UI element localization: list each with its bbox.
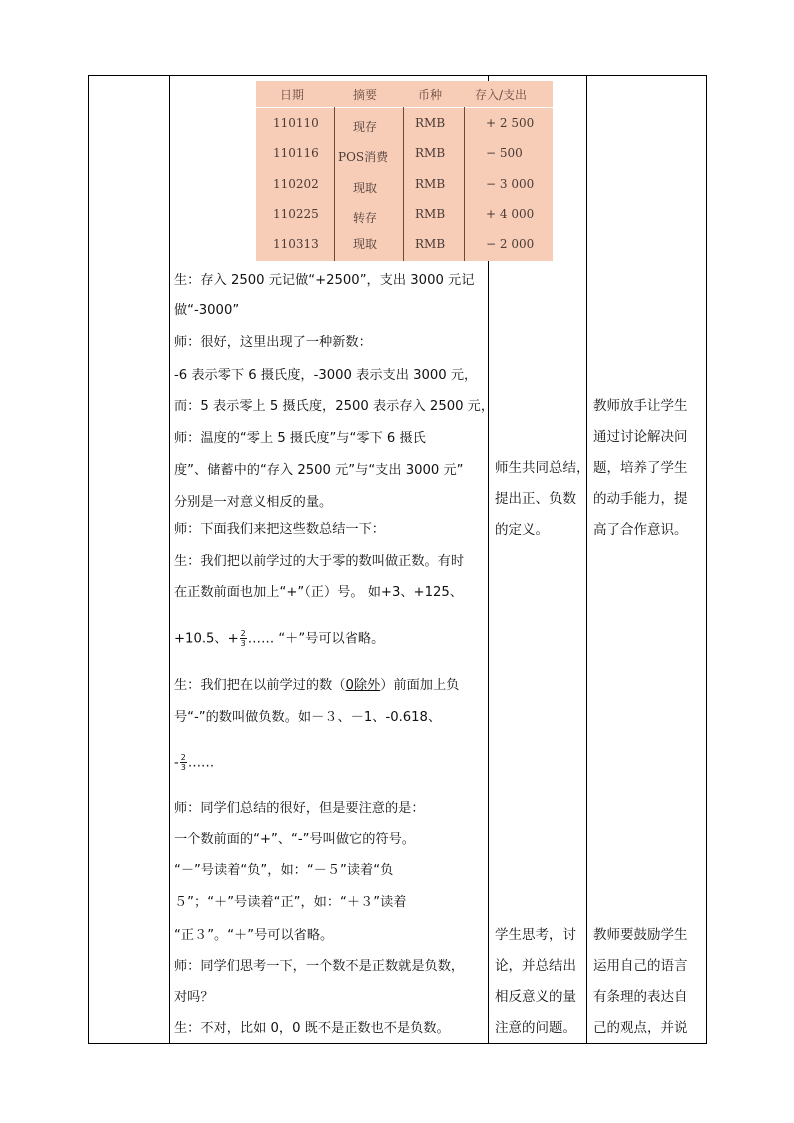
lesson-line: 师：下面我们来把这些数总结一下：: [174, 522, 385, 537]
statement-cell: RMB: [415, 116, 446, 130]
lesson-line: 而：5 表示零上 5 摄氏度，2500 表示存入 2500 元，: [174, 399, 495, 414]
lesson-line: 生：不对，比如 0，0 既不是正数也不是负数。: [174, 1021, 450, 1036]
lesson-text: -: [174, 755, 179, 771]
intent-line: 有条理的表达自: [593, 989, 688, 1005]
activity-line: 注意的问题。: [495, 1020, 576, 1036]
statement-header-date: 日期: [280, 88, 305, 102]
lesson-line: 生：存入 2500 元记做“+2500”，支出 3000 元记: [174, 273, 475, 288]
fraction-two-thirds: [180, 753, 187, 772]
lesson-line: [174, 629, 384, 649]
lesson-line: -6 表示零下 6 摄氏度，-3000 表示支出 3000 元，: [174, 368, 478, 383]
statement-cell: − 2 000: [486, 237, 535, 251]
activity-line: 提出正、负数: [495, 491, 576, 507]
statement-cell: 转存: [353, 211, 378, 225]
lesson-line: 号“-”的数叫做负数。如－３、－1、-0.618、: [174, 710, 442, 725]
lesson-line: “正３”。“＋”号可以省略。: [174, 928, 334, 943]
statement-cell: 现取: [353, 181, 378, 195]
statement-cell: + 2 500: [486, 116, 535, 130]
lesson-line: “－”号读着“负”，如：“－５”读着“负: [174, 863, 394, 878]
fraction-numerator: 2: [180, 753, 186, 762]
intent-line: 教师要鼓励学生: [593, 927, 688, 943]
column-divider: [586, 76, 587, 1043]
statement-cell: RMB: [415, 237, 446, 251]
activity-line: 师生共同总结，: [495, 460, 590, 476]
activity-line: 学生思考，讨: [495, 927, 576, 943]
lesson-line: [174, 753, 214, 773]
statement-cell: RMB: [415, 177, 446, 191]
bank-statement-image: [256, 81, 553, 261]
statement-cell: 110202: [273, 177, 319, 191]
lesson-line: 在正数前面也加上“+”（正）号。 如+3、+125、: [174, 585, 463, 600]
statement-cell: + 4 000: [486, 207, 535, 221]
fraction-numerator: 2: [240, 629, 246, 638]
statement-cell: POS消费: [338, 150, 389, 164]
activity-line: 论，并总结出: [495, 958, 576, 974]
intent-line: 高了合作意识。: [593, 522, 688, 538]
intent-line: 的动手能力，提: [593, 491, 688, 507]
lesson-line: 师：同学们总结的很好，但是要注意的是：: [174, 801, 425, 816]
intent-line: 题，培养了学生: [593, 460, 688, 476]
statement-cell: 现存: [353, 120, 378, 134]
lesson-line: 师：同学们思考一下，一个数不是正数就是负数，: [174, 959, 465, 974]
intent-line: 己的观点，并说: [593, 1020, 688, 1036]
lesson-line: 生：我们把以前学过的大于零的数叫做正数。有时: [174, 554, 465, 569]
lesson-line: 师：很好，这里出现了一种新数：: [174, 335, 372, 350]
statement-cell: 110110: [273, 116, 319, 130]
statement-cell: − 500: [486, 146, 523, 160]
lesson-line: ５”；“＋”号读着“正”，如：“＋３”读着: [174, 895, 407, 910]
activity-line: 的定义。: [495, 522, 549, 538]
statement-cell: 110225: [273, 207, 319, 221]
statement-cell: 110313: [273, 237, 319, 251]
fraction-denominator: 3: [240, 639, 246, 648]
fraction-two-thirds: [240, 629, 247, 648]
underlined-text: 0除外: [345, 678, 381, 693]
lesson-line: 一个数前面的“+”、“-”号叫做它的符号。: [174, 832, 415, 847]
lesson-line: 对吗？: [174, 990, 214, 1005]
intent-line: 教师放手让学生: [593, 398, 688, 414]
intent-line: 运用自己的语言: [593, 958, 688, 974]
lesson-text: ）前面加上负: [380, 678, 460, 693]
statement-divider: [464, 107, 465, 261]
statement-header-summary: 摘要: [353, 88, 378, 102]
lesson-line: 度”、储蓄中的“存入 2500 元”与“支出 3000 元”: [174, 463, 464, 478]
statement-cell: RMB: [415, 146, 446, 160]
statement-header-row: [256, 81, 553, 108]
lesson-text: …… “＋”号可以省略。: [247, 631, 385, 647]
lesson-text: +10.5、+: [174, 631, 239, 647]
statement-cell: 现取: [353, 237, 378, 251]
intent-line: 通过讨论解决问: [593, 429, 688, 445]
lesson-table: [88, 75, 707, 1044]
statement-header-currency: 币种: [418, 88, 443, 102]
statement-divider: [334, 107, 335, 261]
lesson-line: 做“-3000”: [174, 303, 240, 318]
lesson-line: 师：温度的“零上 5 摄氏度”与“零下 6 摄氏: [174, 431, 426, 446]
lesson-text: ……: [187, 755, 215, 771]
statement-cell: − 3 000: [486, 177, 535, 191]
column-divider: [169, 76, 170, 1043]
lesson-line: 分别是一对意义相反的量。: [174, 495, 333, 510]
statement-header-amount: 存入/支出: [475, 88, 528, 102]
statement-cell: RMB: [415, 207, 446, 221]
lesson-text: 生：我们把在以前学过的数（: [174, 678, 346, 693]
fraction-denominator: 3: [180, 763, 186, 772]
activity-line: 相反意义的量: [495, 989, 576, 1005]
statement-cell: 110116: [273, 146, 319, 160]
statement-divider: [403, 107, 404, 261]
lesson-line: [174, 677, 459, 695]
